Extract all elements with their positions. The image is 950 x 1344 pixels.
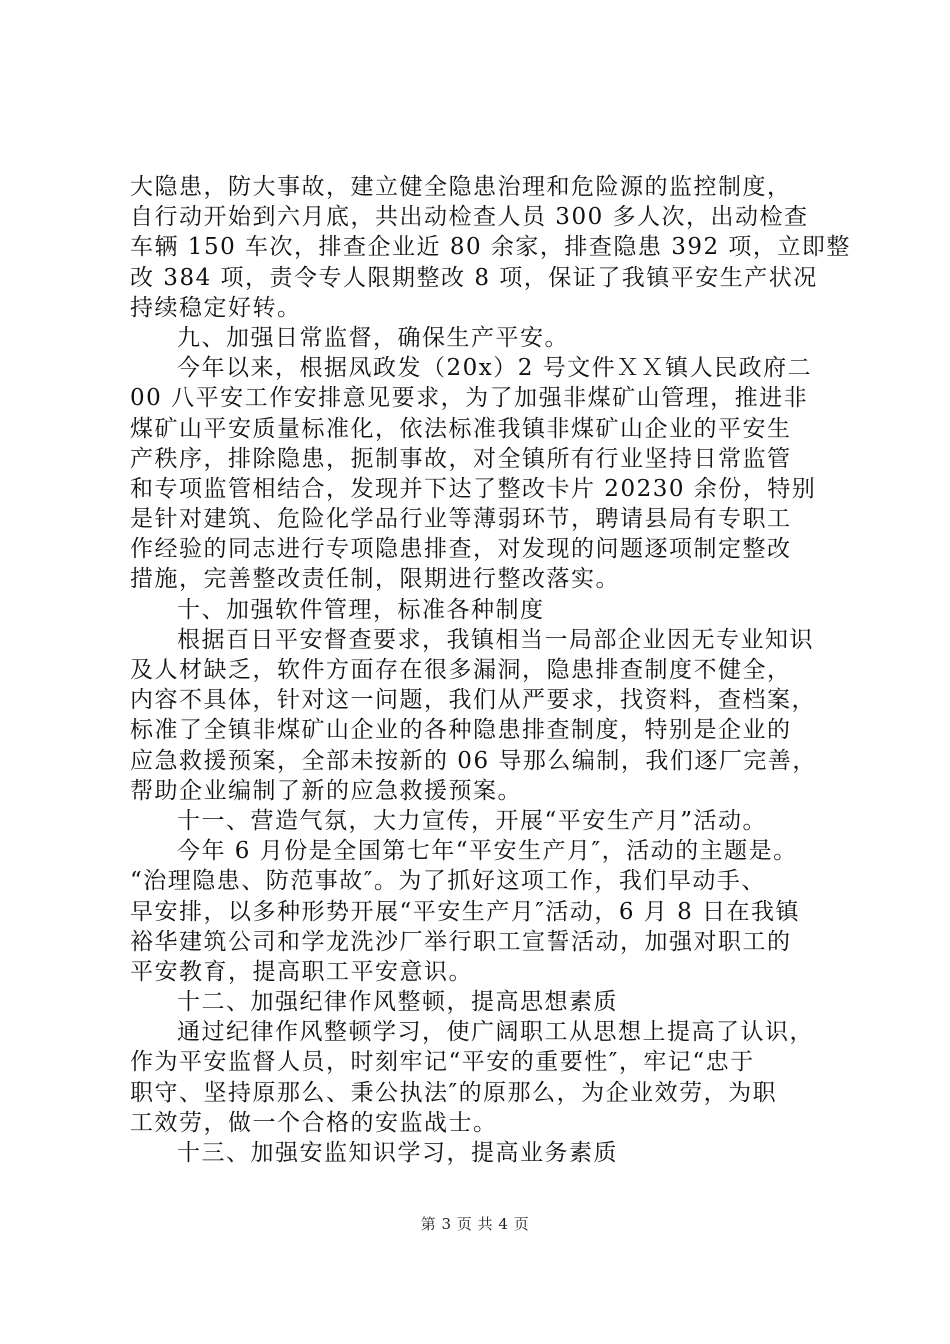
text-line: 今年 6 月份是全国第七年“平安生产月″，活动的主题是。 (177, 838, 798, 865)
text-line: 煤矿山平安质量标准化，依法标准我镇非煤矿山企业的平安生 (130, 415, 792, 442)
text-line: 应急救援预案，全部未按新的 06 导那么编制，我们逐厂完善， (130, 747, 817, 774)
text-line: “治理隐患、防范事故″。为了抓好这项工作，我们早动手、 (130, 868, 766, 895)
text-line: 职守、坚持原那么、秉公执法″的原那么，为企业效劳，为职 (130, 1079, 778, 1106)
page-number-footer: 第 3 页 共 4 页 (420, 1215, 530, 1233)
body-text (130, 172, 851, 1168)
text-line: 措施，完善整改责任制，限期进行整改落实。 (130, 566, 620, 593)
text-line: 今年以来，根据凤政发（20x）2 号文件ＸＸ镇人民政府二 (177, 355, 813, 382)
text-line: 作经验的同志进行专项隐患排查，对发现的问题逐项制定整改 (130, 536, 792, 563)
section-heading-10: 十、加强软件管理，标准各种制度 (177, 596, 545, 623)
text-line: 是针对建筑、危险化学品行业等薄弱环节，聘请县局有专职工 (130, 506, 792, 533)
text-line: 车辆 150 车次，排查企业近 80 余家，排查隐患 392 项，立即整 (130, 234, 851, 261)
text-line: 标准了全镇非煤矿山企业的各种隐患排查制度，特别是企业的 (130, 717, 792, 744)
text-line: 改 384 项，责令专人限期整改 8 项，保证了我镇平安生产状况 (130, 264, 818, 291)
text-line: 自行动开始到六月底，共出动检查人员 300 多人次，出动检查 (130, 204, 809, 231)
text-line: 持续稳定好转。 (130, 294, 302, 321)
text-line: 工效劳，做一个合格的安监战士。 (130, 1109, 498, 1136)
text-line: 内容不具体，针对这一问题，我们从严要求，找资料，查档案， (130, 687, 816, 714)
text-line: 和专项监管相结合，发现并下达了整改卡片 20230 余份，特别 (130, 475, 817, 502)
section-heading-13: 十三、加强安监知识学习，提高业务素质 (177, 1140, 618, 1166)
text-line: 帮助企业编制了新的应急救援预案。 (130, 777, 522, 804)
section-heading-9: 九、加强日常监督，确保生产平安。 (177, 324, 569, 351)
text-line: 通过纪律作风整顿学习，使广阔职工从思想上提高了认识， (177, 1019, 814, 1046)
text-line: 及人材缺乏，软件方面存在很多漏洞，隐患排查制度不健全， (130, 657, 792, 683)
section-heading-11: 十一、营造气氛，大力宣传，开展“平安生产月”活动。 (177, 807, 768, 834)
section-heading-12: 十二、加强纪律作风整顿，提高思想素质 (177, 989, 618, 1016)
text-line: 根据百日平安督查要求，我镇相当一局部企业因无专业知识 (177, 626, 814, 653)
text-line: 大隐患，防大事故，建立健全隐患治理和危险源的监控制度， (130, 174, 792, 200)
text-line: 产秩序，排除隐患，扼制事故，对全镇所有行业坚持日常监管 (130, 445, 792, 472)
text-line: 早安排，以多种形势开展“平安生产月″活动，6 月 8 日在我镇 (130, 898, 801, 925)
text-line: 00 八平安工作安排意见要求，为了加强非煤矿山管理，推进非 (130, 385, 809, 412)
text-line: 作为平安监督人员，时刻牢记“平安的重要性″，牢记“忠于 (130, 1049, 755, 1076)
text-line: 裕华建筑公司和学龙洗沙厂举行职工宣誓活动，加强对职工的 (130, 928, 792, 955)
text-line: 平安教育，提高职工平安意识。 (130, 958, 473, 985)
